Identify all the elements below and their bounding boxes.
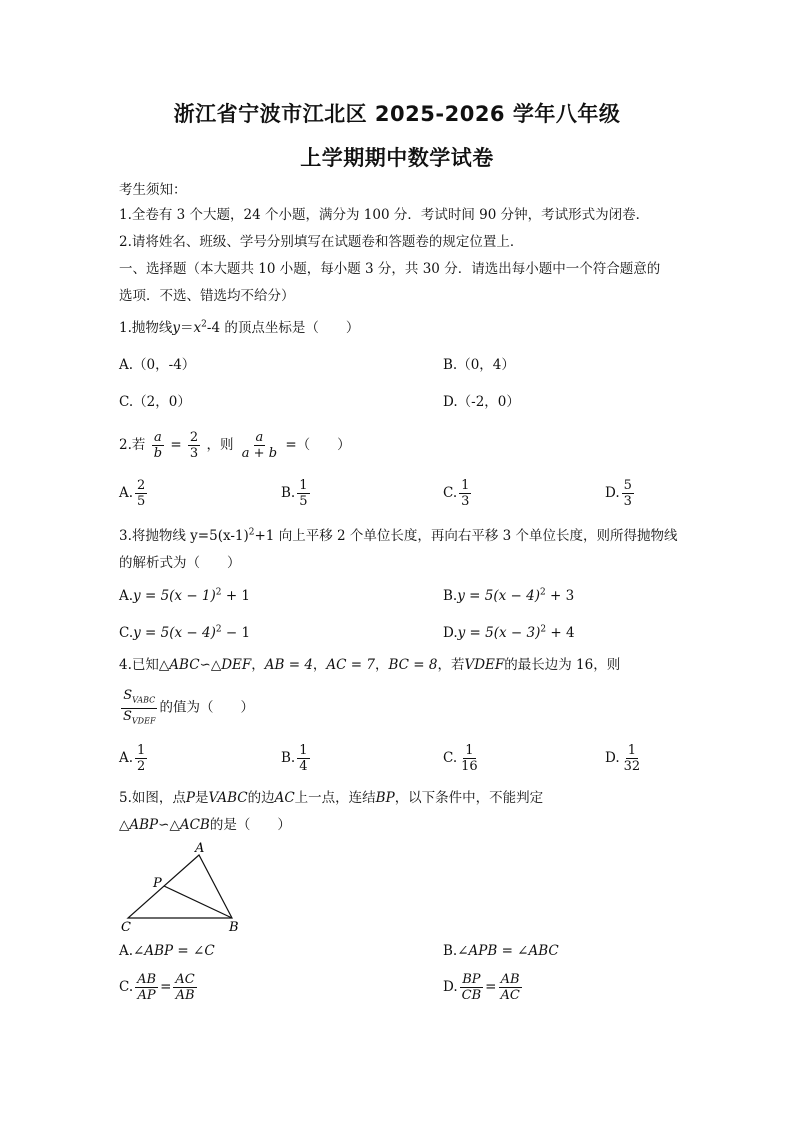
q1-option-b[interactable]: B.（0，4） — [443, 357, 515, 373]
question-5-line2: △ABP∽△ACB的是（ ） — [119, 817, 291, 833]
q5-option-d[interactable]: D. $\frac{BP}{CB}$ = $\frac{AB}{AC}$ — [443, 972, 520, 1003]
q2-option-a[interactable]: A. $\frac{2}{5}$ — [119, 478, 146, 509]
segment-bp — [164, 886, 232, 918]
q4-option-a[interactable]: A. $\frac{1}{2}$ — [119, 743, 146, 774]
notice-item-1: 1.全卷有 3 个大题，24 个小题，满分为 100 分．考试时间 90 分钟，考试形式为闭卷． — [119, 207, 650, 223]
q2-eq: = — [170, 437, 182, 453]
triangle-figure — [112, 838, 252, 936]
question-4-line2: $\frac{S_{VABC}}{S_{VDEF}}$ 的值为（ ） — [119, 688, 254, 728]
q1-prefix: 1.抛物线 — [119, 320, 173, 336]
q5-option-b[interactable]: B.∠APB = ∠ABC — [443, 943, 559, 959]
q2-mid: ，则 — [206, 437, 234, 453]
triangle-abc — [128, 855, 232, 918]
label-p: P — [153, 876, 162, 891]
exam-title-line2: 上学期期中数学试卷 — [300, 146, 494, 170]
q2-option-b[interactable]: B. $\frac{1}{5}$ — [281, 478, 308, 509]
q3-option-d[interactable]: $D.y = 5(x - 3)^2 + 4$ — [443, 624, 575, 641]
question-5-line1: 5.如图，点P是VABC的边AC上一点，连结BP，以下条件中，不能判定 — [119, 790, 544, 806]
q3-option-a[interactable]: $A.y = 5(x - 1)^2 + 1$ — [119, 587, 251, 604]
q1-eq: ＝ — [180, 320, 194, 336]
question-3-line1: 3.将抛物线 $y=5(x-1)^2+1$ 向上平移 2 个单位长度，再向右平移 3 个单位长度，则所得抛物线 — [119, 527, 678, 544]
q2-fraction-a-over-b: $\frac{a}{b}$ — [153, 430, 163, 461]
q4-option-d[interactable]: D. $\frac{1}{32}$ — [605, 743, 641, 774]
q2-fraction-2-3: $\frac{2}{3}$ — [189, 430, 199, 461]
label-a: A — [195, 841, 205, 856]
q2-option-c[interactable]: C. $\frac{1}{3}$ — [443, 478, 470, 509]
q2-tail: =（ ） — [285, 437, 351, 453]
q1-option-a[interactable]: A.（0，-4） — [119, 357, 196, 373]
q1-x: x — [193, 320, 202, 336]
q1-y: y — [172, 320, 181, 336]
q1-option-c[interactable]: C.（2，0） — [119, 394, 191, 410]
section1-heading: 一、选择题（本大题共 10 小题，每小题 3 分，共 30 分．请选出每小题中一个符合题意的 — [119, 261, 661, 277]
q4-area-ratio: $\frac{S_{VABC}}{S_{VDEF}}$ — [123, 688, 156, 726]
q1-option-d[interactable]: D.（-2，0） — [443, 394, 520, 410]
q5-option-c[interactable]: C. $\frac{AB}{AP}$ = $\frac{AC}{AB}$ — [119, 972, 195, 1003]
exam-title-line1: 浙江省宁波市江北区 2025-2026 学年八年级 — [173, 102, 621, 126]
q3-option-c[interactable]: $C.y = 5(x - 4)^2 - 1$ — [119, 624, 251, 641]
q2-option-d[interactable]: D. $\frac{5}{3}$ — [605, 478, 632, 509]
q3-option-b[interactable]: $B.y = 5(x - 4)^2 + 3$ — [443, 587, 575, 604]
label-b: B — [229, 920, 239, 935]
q1-rest: -4 的顶点坐标是（ ） — [206, 320, 360, 336]
question-3-line2: 的解析式为（ ） — [119, 555, 241, 571]
section1-heading-cont: 选项．不选、错选均不给分） — [119, 288, 295, 304]
notice-item-2: 2.请将姓名、班级、学号分别填写在试题卷和答题卷的规定位置上． — [119, 234, 524, 250]
q1-exp: 2 — [201, 319, 207, 330]
question-2 — [119, 430, 351, 461]
notice-heading: 考生须知： — [119, 182, 187, 198]
question-4-line1: 4.已知△ABC∽△DEF，AB = 4，AC = 7，BC = 8，若VDEF的最长边为 16，则 — [119, 657, 621, 673]
question-1 — [119, 319, 359, 337]
q4-option-b[interactable]: B. $\frac{1}{4}$ — [281, 743, 308, 774]
q4-option-c[interactable]: C. $\frac{1}{16}$ — [443, 743, 478, 774]
q5-option-a[interactable]: A.∠ABP = ∠C — [119, 943, 215, 959]
label-c: C — [121, 920, 131, 935]
q2-fraction-target: $\frac{a}{a + b}$ — [241, 430, 278, 461]
q2-prefix: 2.若 — [119, 437, 146, 453]
